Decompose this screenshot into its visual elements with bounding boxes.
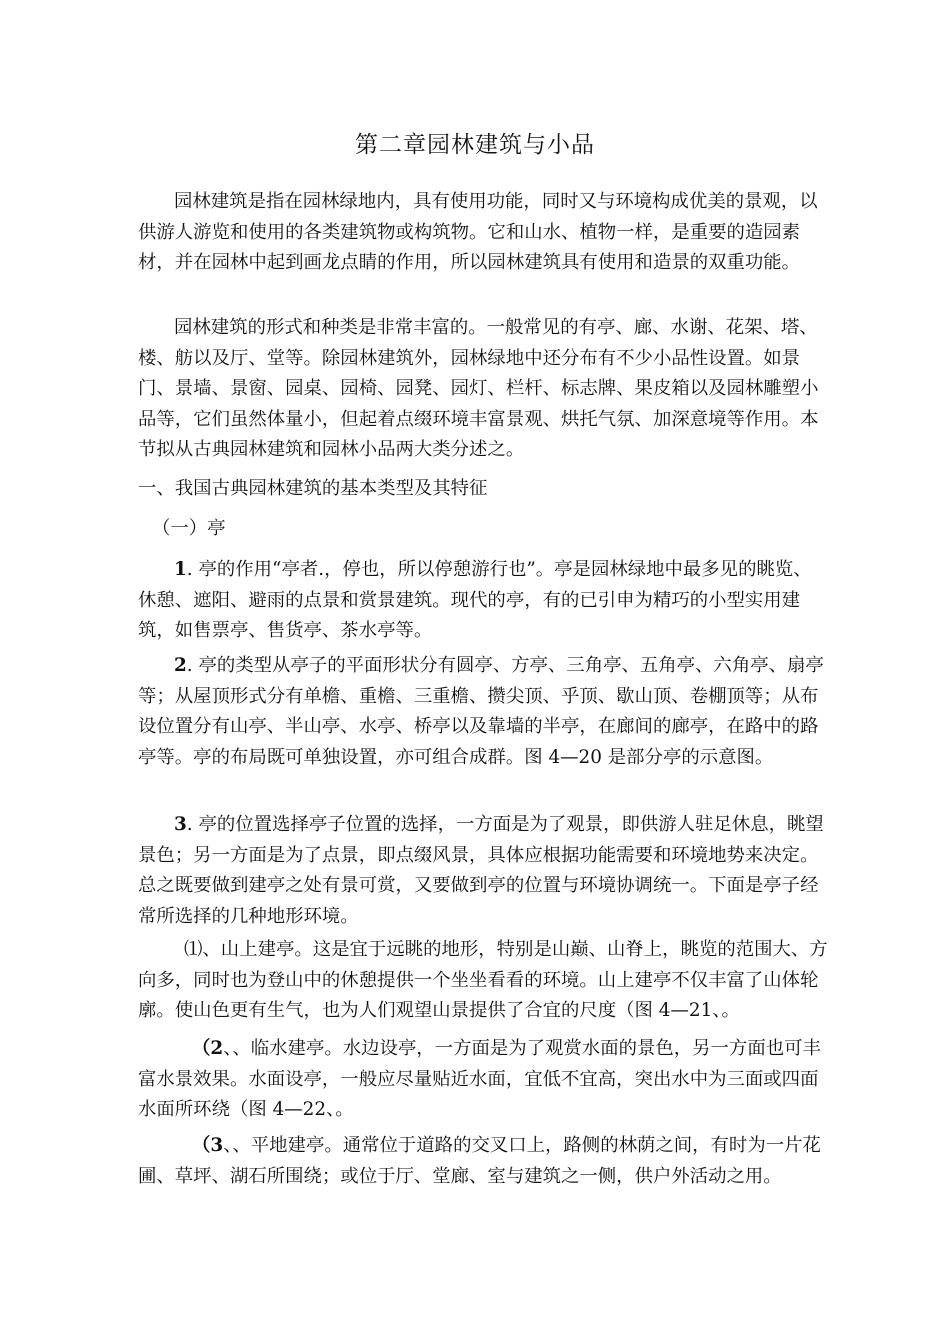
paragraph-types: 园林建筑的形式和种类是非常丰富的。一般常见的有亭、廊、水谢、花架、塔、楼、舫以及厅、堂等。除园林建筑外，园林绿地中还分布有不少小品性设置。如景门、景墙、景窗、园桌、园椅、园凳、园灯、栏杆、标志牌、果皮箱以及园林雕塑小品等，它们虽然体量小，但起着点缀环境丰富景观、烘托气氛、加深意境等作用。本节拟从古典园林建筑和园林小品两大类分述之。	[138, 317, 819, 460]
item-1-number: 1	[174, 559, 187, 580]
section-heading: 一、我国古典园林建筑的基本类型及其特征	[138, 478, 488, 499]
sub-item-3-flatland	[138, 1131, 828, 1192]
subsection-heading: （一）亭	[152, 518, 226, 539]
paragraph-intro: 园林建筑是指在园林绿地内，具有使用功能，同时又与环境构成优美的景观，以供游人游览和使用的各类建筑物或构筑物。它和山水、植物一样，是重要的造园素材，并在园林中起到画龙点睛的作用，所以园林建筑具有使用和造景的双重功能。	[138, 191, 818, 273]
sub-item-1-number: ⑴	[184, 939, 203, 960]
sub-item-2-number: （2	[192, 1038, 224, 1059]
item-3-text: . 亭的位置选择亭子位置的选择，一方面是为了观景，即供游人驻足休息，眺望景色；另一方面是为了点景，即点缀风景，具体应根据功能需要和环境地势来决定。总之既要做到建亭之处有景可赏，又要做到亭的位置与环境协调统一。下面是亭子经常所选择的几种地形环境。	[138, 814, 824, 927]
sub-item-2-water	[138, 1034, 828, 1126]
item-1-text: . 亭的作用“亭者.，停也，所以停憩游行也”。亭是园林绿地中最多见的眺览、休憩、遮阳、避雨的点景和赏景建筑。现代的亭，有的已引申为精巧的小型实用建筑，如售票亭、售货亭、茶水亭等。	[138, 559, 812, 641]
item-2-text: . 亭的类型从亭子的平面形状分有圆亭、方亭、三角亭、五角亭、六角亭、扇亭等；从屋顶形式分有单檐、重檐、三重檐、攒尖顶、乎顶、歇山顶、卷棚顶等；从布设位置分有山亭、半山亭、水亭、桥亭以及靠墙的半亭，在廊间的廊亭，在路中的路亭等。亭的布局既可单独设置，亦可组合成群。图 4—20 是部分亭的示意图。	[138, 655, 824, 768]
sub-item-2-text: 、、临水建亭。水边设亭，一方面是为了观赏水面的景色，另一方面也可丰富水景效果。水面设亭，一般应尽量贴近水面，宜低不宜高，突出水中为三面或四面水面所环绕（图 4—22、。	[138, 1038, 821, 1120]
item-1-function	[138, 555, 828, 647]
sub-item-3-text: 、、平地建亭。通常位于道路的交叉口上，路侧的林荫之间，有时为一片花圃、草坪、湖石所围绕；或位于厅、堂廊、室与建筑之一侧，供户外活动之用。	[138, 1135, 821, 1187]
sub-item-1-text: 、山上建亭。这是宜于远眺的地形，特别是山巅、山脊上，眺览的范围大、方向多，同时也为登山中的休憩提供一个坐坐看看的环境。山上建亭不仅丰富了山体轮廓。使山色更有生气，也为人们观望山景提供了合宜的尺度（图 4—21、。	[138, 939, 828, 1021]
item-2-types	[138, 651, 828, 773]
sub-item-3-number: （3	[192, 1135, 224, 1156]
page-title: 第二章园林建筑与小品	[355, 132, 595, 158]
item-3-number: 3	[174, 814, 187, 835]
item-2-number: 2	[174, 655, 187, 676]
sub-item-1-mountain	[138, 935, 828, 1027]
item-3-location	[138, 810, 828, 932]
